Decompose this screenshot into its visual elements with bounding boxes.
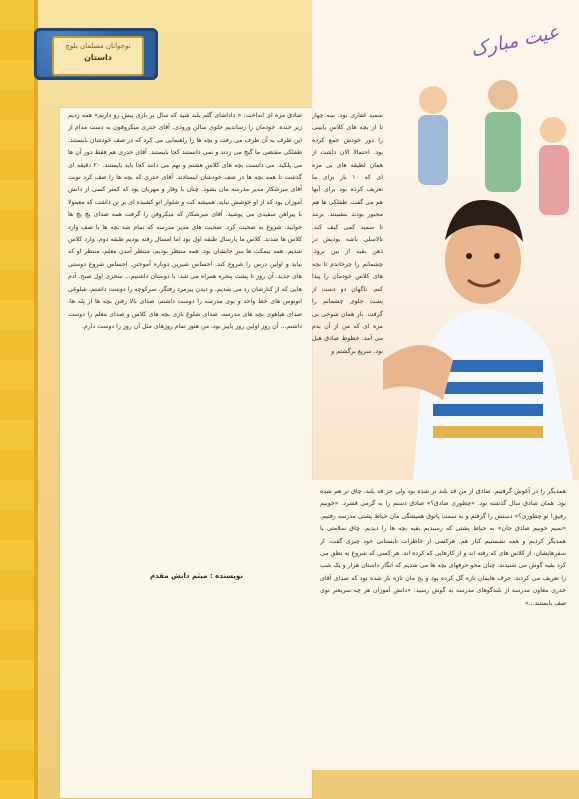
badge-subtitle: داستان	[84, 53, 112, 62]
section-badge	[34, 28, 158, 80]
left-decorative-stripe	[0, 0, 38, 799]
article-left-column	[68, 110, 302, 555]
calligraphy-title: عیت مبارک	[468, 20, 561, 62]
author-credit: نویسنده : میثم دانش مقدم	[150, 572, 243, 580]
article-left-text: صادق مزه ای انداخت: « داداشای گلم بلند شید که سال پر باری پیش رو داریم» همه زدیم زیر خنده. خودمان را رساندیم جلوی سالن ورودی. آقای خدری میکروفون به دست مدام از این طرف به آن طرف می رفت و بچه ها را راهنمایی می کرد که در صف خودشان بایستند. طفلکی مقتضی ما گیج می زدند و نمی دانستند کجا بایستند. آقای خدری هم فقط دور آن ها می پلکید. می دانست بچه های کلاس هشتم و نهم می دانند کجا باید بایستند. ۲۰ دقیقه ای گذشت تا همه بچه ها در صف خودشان ایستادند. آقای خدری که بچه ها را صف کرد نوبت آقای میرشکار مدیر مدرسه مان بشود. چنان با وقار و مهربان بود که کمتر کسی از دانش آموزان بود که از او خوشش نیاید. همیشه کت و شلوار اتو کشیده ای بر تن داشت که معمولا با پیراهن سفیدی می پوشید. آقای میرشکار که میکروفن را گرفت همه صدای پچ پچ ها خوابید. شروع به صحبت کرد. صحبت های مدیر مدرسه که تمام شد بچه ها با صف وارد کلاس ها شدند. کلاس ما پارسال طبقه اول بود اما امسال رفته بودیم طبقه دوم. وارد کلاس شدیم. همه نیمکت ها سر جایشان بود. همه منتظر بودیم، منتظر آمدن معلم، منتظر او که بیاید و اولین درس را شروع کند. احساس شیرین دوباره آموختن. احساس شروع دوستی های جدید. آن روز تا پشت پنجره همراه می شد. با دوستان داشتیم... سحری اول صبح. آدم هایی که از کنارشان رد می شدیم، و دیدن پیرمرد رفتگر. سرکوچه را دوست داشتم، شلوغی اتوبوس های خط واحد و بوی مدرسه را دوست داشتم، صدای بالا رفتن بچه ها از پله ها، صدای هیاهوی بچه های مدرسه، صدای شلوغ بازی بچه های کلاس و صدای معلم را دوست داشتم... آن روز اولین روز پاییز بود، من هنوز تمام روزهای مثل آن روز را دوست دارم.	[68, 112, 302, 330]
article-top-right-text: سمید غفاری بود. سه چهار تا از بچه های کلاس پایینی را دور خودش جمع کرده بود. احتمالا الان داشت از همان لطیفه های بی مزه ای که ۱۰ بار برای ما تعریف کرده بود برای آنها هم می گفت. طفلکی ها هم مجبور بودند بنشینند. بزنند تا سمید کمی کیف کند. تالاسلی باشه بودیش در ذهن بقیه از بین نرود. چشمانم را چرخاندم تا بچه های کلاس خودمان را پیدا کنم. ناگهان دو دست از پشت جلوی چشمانم را گرفت. باز همان شوخی بی مزه ای که من از آن بدم می آمد. خطوط صادق هبل بود. سریع برگشتم و	[312, 112, 383, 355]
badge-title: نوجوانان مسلمان بلوچ	[65, 42, 131, 50]
article-bottom-right-column	[320, 486, 566, 726]
article-top-right-column	[312, 110, 383, 490]
badge-label	[52, 36, 144, 76]
article-bottom-right-text: همدیگر را در آغوش گرفتیم. صادق از من قد بلند تر شده بود ولی جز قد بلند، چاق تر هم شده بود. همان صادق سال گذشته بود. «چطوری صادق؟» صادق دستم را به گرمی فشرد. «خوبیم رفیق! تو چطوری؟» دستش را گرفتم و به سمت پاتوق همیشگی مان حیاط پشتی مدرسه رفتیم. «نمیم خوبیم صادق جان» به حیاط پشتی که رسیدیم بقیه بچه ها را دیدیم. چاق سلامتی با همدیگر کردیم و همه نشستیم کنار هم. هرکسی از خاطرات تابستانی خود چیزی گفت. از سفرهایشان، از کلاس های که رفته اند و از کارهایی که کرده اند. هر کسی که شروع به نطق می کرد بقیه گوش می شنیدند. چنان محو حرفهای بچه ها می شدیم که انگار داستان هزار و یک شب را تعریف می کردند. حرف هایمان تازه گل کرده بود و یخ مان تازه باز شده بود که صدای آقای خدری معاون مدرسه از بلندگوهای مدرسه به گوش رسید: «دانش آموزان هر چه سریعتر توی صف بایستند...»	[320, 488, 566, 607]
students-illustration	[383, 60, 579, 480]
